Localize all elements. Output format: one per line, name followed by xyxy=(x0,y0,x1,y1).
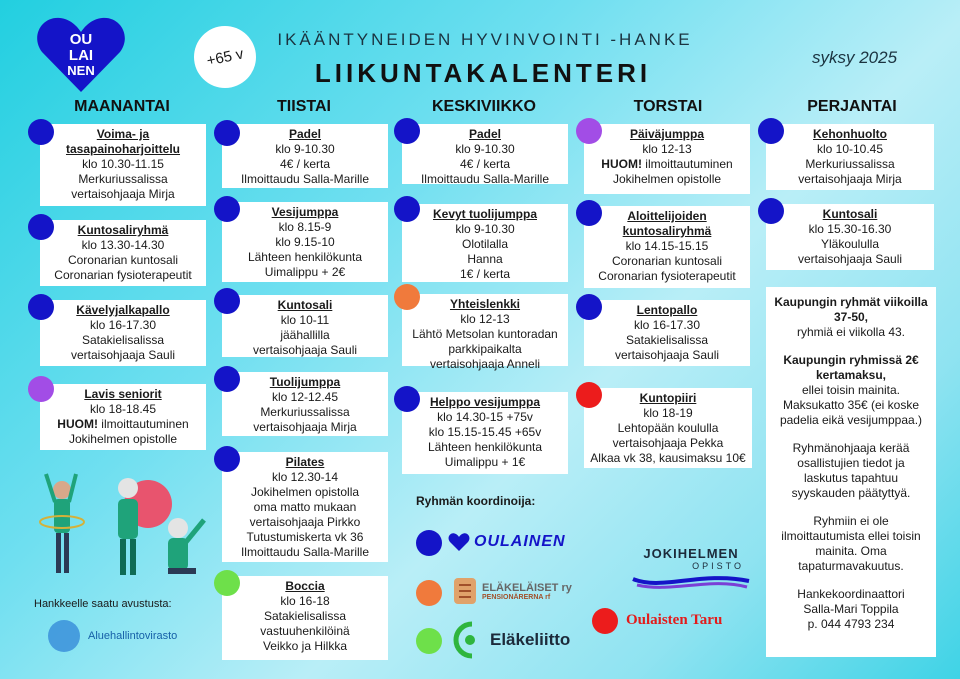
group-dot-icon xyxy=(28,214,54,240)
activity-card: Kuntosali klo 10-11 jäähallilla vertaisohjaaja Sauli xyxy=(222,295,388,357)
group-dot-icon xyxy=(214,120,240,146)
day-header-wednesday: KESKIVIIKKO xyxy=(431,98,536,115)
activity-title: Voima- ja tasapainoharjoittelu xyxy=(65,127,181,156)
activity-card: Padel klo 9-10.30 4€ / kerta Ilmoittaudu Salla-Marille xyxy=(222,124,388,188)
activity-card: Kuntopiiri klo 18-19 Lehtopään koululla vertaisohjaaja Pekka Alkaa vk 38, kausimaksu 10€ xyxy=(584,388,752,468)
logo-text: OU xyxy=(69,31,93,48)
oulainen-coordinator-logo: OULAINEN xyxy=(448,532,566,552)
activity-card: Vesijumppa klo 8.15-9 klo 9.15-10 Lähteen henkilökunta Uimalippu + 2€ xyxy=(222,202,388,282)
season-label: syksy 2025 xyxy=(812,48,898,67)
group-dot-icon xyxy=(28,294,54,320)
avi-icon xyxy=(48,620,80,652)
elakelaiset-coordinator-logo: ELÄKELÄISET ry PENSIONÄRERNA rf xyxy=(452,576,572,606)
activity-card: Kuntosali klo 15.30-16.30 Yläkoululla vertaisohjaaja Sauli xyxy=(766,204,934,270)
group-dot-icon xyxy=(394,386,420,412)
activity-card: Päiväjumppa klo 12-13 HUOM! ilmoittautuminen Jokihelmen opistolle xyxy=(584,124,750,194)
group-dot-icon xyxy=(576,200,602,226)
group-dot-icon xyxy=(28,376,54,402)
svg-text:LAI: LAI xyxy=(68,47,94,64)
activity-card: Pilates klo 12.30-14 Jokihelmen opistolla oma matto mukaan vertaisohjaaja Pirkko Tutustumiskerta vk 36 Ilmoittaudu Salla-Marille xyxy=(222,452,388,562)
activity-card: Voima- ja tasapainoharjoittelu klo 10.30-11.15 Merkuriussalissa vertaisohjaaja Mirja xyxy=(40,124,206,206)
jokihelmen-coordinator-logo: JOKIHELMEN OPISTO xyxy=(626,546,756,596)
group-dot-icon xyxy=(758,118,784,144)
project-subtitle: IKÄÄNTYNEIDEN HYVINVOINTI -HANKE xyxy=(277,30,693,49)
svg-text:NEN: NEN xyxy=(67,63,95,78)
sponsor-label: Hankkeelle saatu avustusta: xyxy=(34,598,172,610)
group-dot-icon xyxy=(28,119,54,145)
info-box: Kaupungin ryhmät viikoilla 37-50, ryhmiä ei viikolla 43. Kaupungin ryhmissä 2€ kertamaksu, ellei toisin mainita. Maksukatto 35€ (ei koske padelia eikä vesijumppaa.) Ryhmänohjaaja kerää osallistujien tiedot ja laskutus tapahtuu syyskauden päätyttyä. Ryhmiin ei ole ilmoittautumista ellei toisin mainita. Oma tapaturmavakuutus. Hankekoordinaattori Salla-Mari Toppila p. 044 4793 234 xyxy=(766,287,936,657)
elakeliitto-coordinator-logo: Eläkeliitto xyxy=(452,620,570,660)
group-dot-icon xyxy=(214,446,240,472)
group-dot-icon xyxy=(214,196,240,222)
day-header-monday: MAANANTAI xyxy=(74,98,170,115)
activity-card: Kehonhuolto klo 10-10.45 Merkuriussalissa vertaisohjaaja Mirja xyxy=(766,124,934,190)
group-dot-icon xyxy=(394,118,420,144)
activity-card: Aloittelijoiden kuntosaliryhmä klo 14.15-15.15 Coronarian kuntosali Coronarian fysioterapeutit xyxy=(584,206,750,288)
group-dot-icon xyxy=(758,198,784,224)
page-title: LIIKUNTAKALENTERI xyxy=(314,58,652,88)
activity-card: Tuolijumppa klo 12-12.45 Merkuriussalissa vertaisohjaaja Mirja xyxy=(222,372,388,436)
elakelaiset-emblem-icon xyxy=(452,576,478,606)
day-header-thursday: TORSTAI xyxy=(633,98,703,115)
group-dot-icon xyxy=(576,294,602,320)
activity-card: Kevyt tuolijumppa klo 9-10.30 Olotilalla Hanna 1€ / kerta xyxy=(402,204,568,282)
heart-icon xyxy=(448,532,470,552)
age-badge: +65 v xyxy=(188,20,262,94)
activity-card: Kävelyjalkapallo klo 16-17.30 Satakielisalissa vertaisohjaaja Sauli xyxy=(40,300,206,366)
activity-card: Kuntosaliryhmä klo 13.30-14.30 Coronarian kuntosali Coronarian fysioterapeutit xyxy=(40,220,206,286)
elakeliitto-emblem-icon xyxy=(452,620,486,660)
group-dot-icon xyxy=(394,196,420,222)
activity-card: Boccia klo 16-18 Satakielisalissa vastuuhenkilöinä Veikko ja Hilkka xyxy=(222,576,388,660)
group-dot-icon xyxy=(214,288,240,314)
jokihelmen-wave-icon xyxy=(631,571,751,591)
group-dot-icon xyxy=(214,570,240,596)
activity-card: Yhteislenkki klo 12-13 Lähtö Metsolan kuntoradan parkkipaikalta vertaisohjaaja Anneli xyxy=(402,294,568,366)
oulaisten-taru-logo: Oulaisten Taru xyxy=(626,612,723,628)
day-header-friday: PERJANTAI xyxy=(807,98,897,115)
coordinators-label: Ryhmän koordinoija: xyxy=(416,494,536,508)
coordinator-dot-icon xyxy=(416,580,442,606)
seniors-exercising-illustration xyxy=(28,462,218,586)
group-dot-icon xyxy=(214,366,240,392)
activity-card: Lentopallo klo 16-17.30 Satakielisalissa vertaisohjaaja Sauli xyxy=(584,300,750,366)
coordinator-dot-icon xyxy=(592,608,618,634)
group-dot-icon xyxy=(576,118,602,144)
coordinator-dot-icon xyxy=(416,530,442,556)
activity-card: Lavis seniorit klo 18-18.45 HUOM! ilmoittautuminen Jokihelmen opistolle xyxy=(40,384,206,450)
day-header-tuesday: TIISTAI xyxy=(277,98,331,115)
activity-card: Padel klo 9-10.30 4€ / kerta Ilmoittaudu Salla-Marille xyxy=(402,124,568,184)
group-dot-icon xyxy=(394,284,420,310)
coordinator-dot-icon xyxy=(416,628,442,654)
activity-card: Helppo vesijumppa klo 14.30-15 +75v klo 15.15-15.45 +65v Lähteen henkilökunta Uimalippu + 1€ xyxy=(402,392,568,474)
group-dot-icon xyxy=(576,382,602,408)
aluehallintovirasto-logo: Aluehallintovirasto xyxy=(48,620,228,652)
